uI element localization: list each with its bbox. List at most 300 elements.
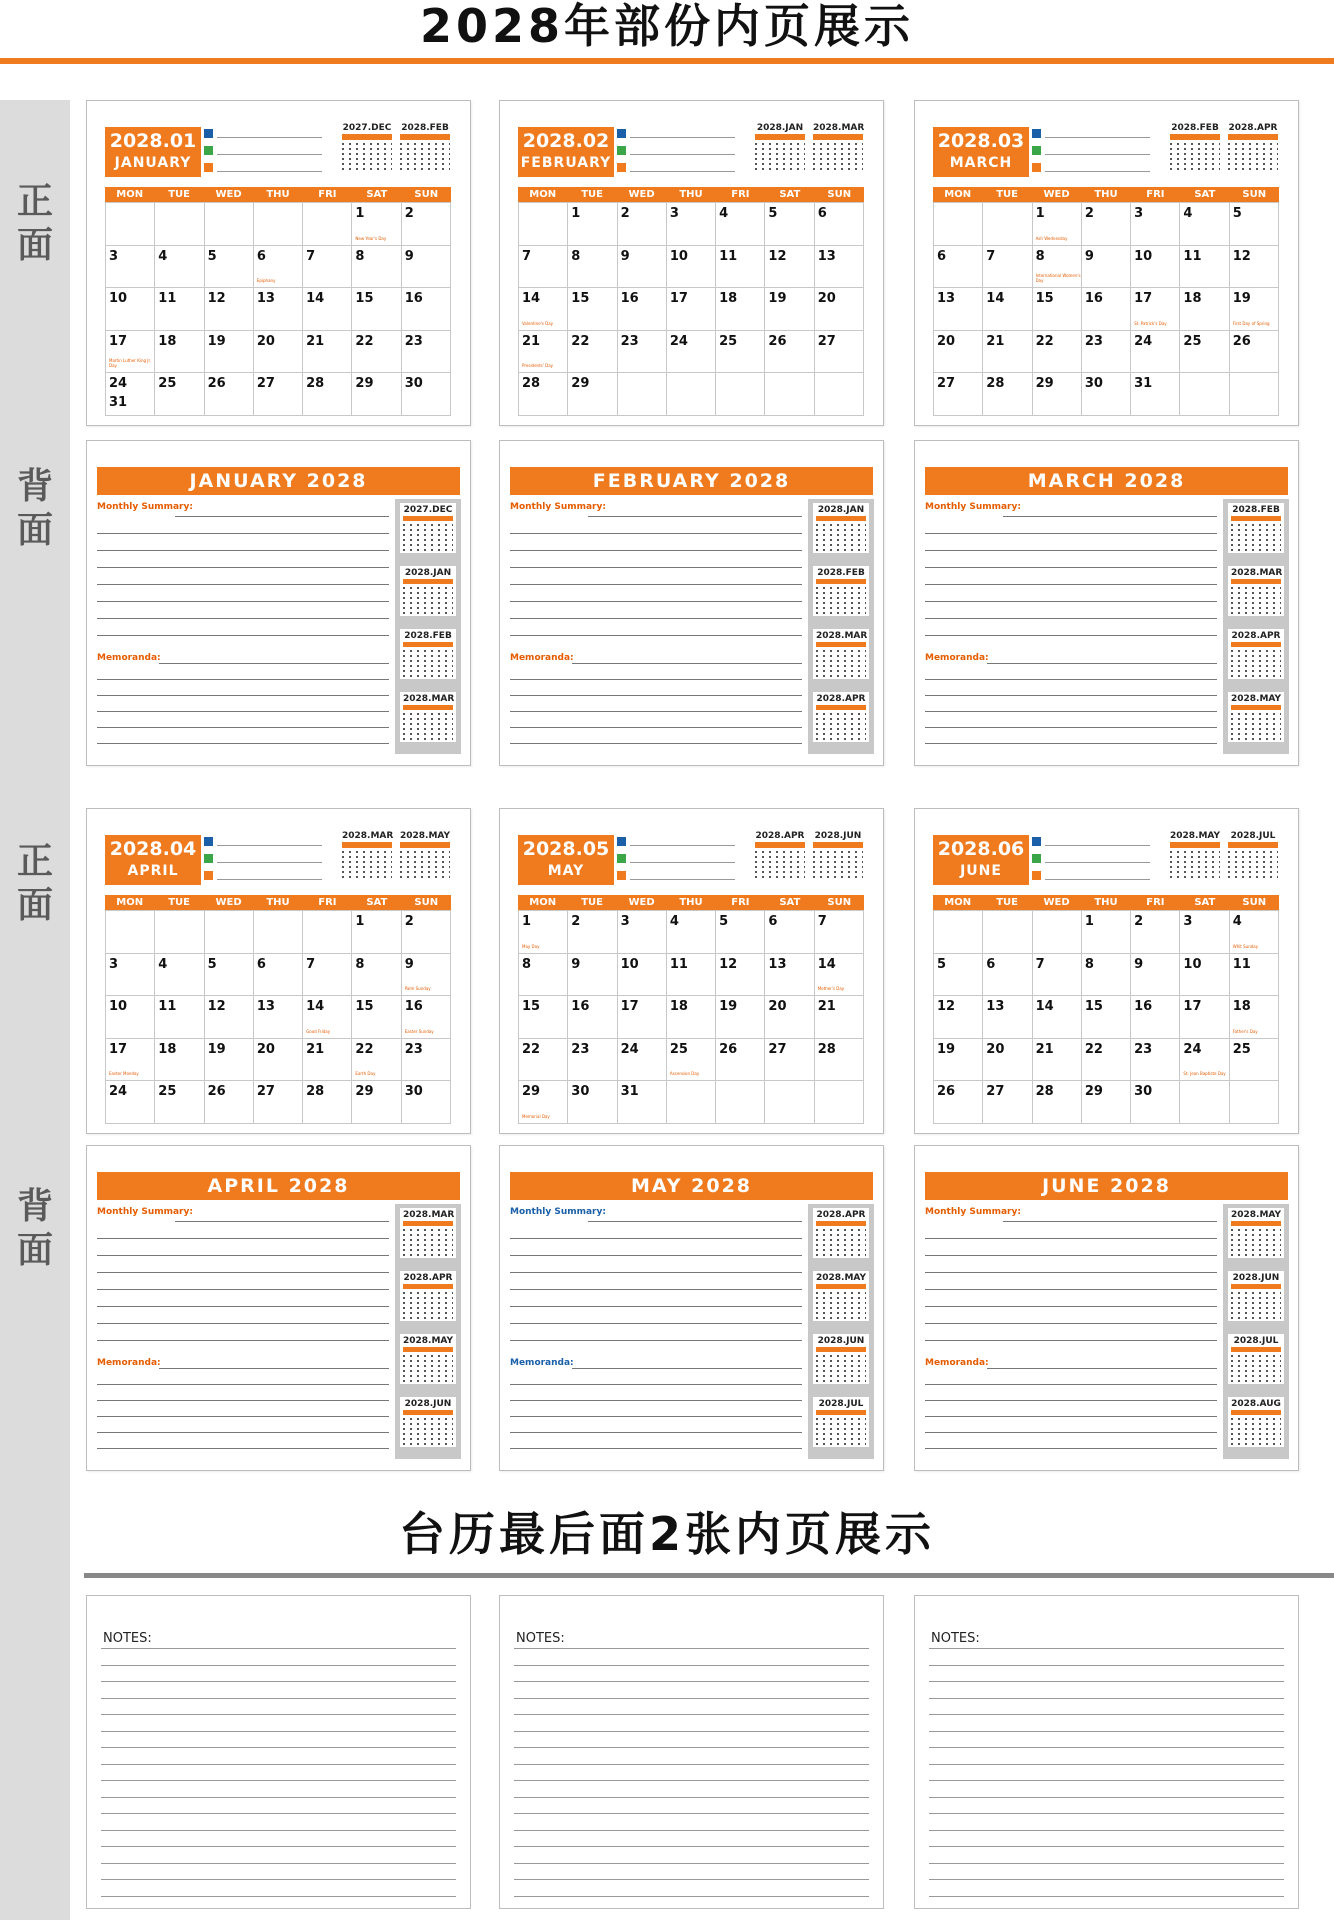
notes-line — [101, 1747, 456, 1748]
back-page-title: FEBRUARY 2028 — [510, 467, 873, 495]
mini-calendar-row — [816, 534, 866, 536]
day-number: 23 — [404, 1041, 423, 1057]
monthly-summary-label: Monthly Summary: — [97, 1207, 193, 1217]
day-number: 17 — [109, 333, 128, 349]
notes-line — [929, 1747, 1284, 1748]
mini-calendar — [813, 123, 863, 170]
day-number: 26 — [719, 1041, 738, 1057]
day-number: 3 — [109, 956, 119, 972]
day-cell — [1180, 1039, 1229, 1082]
summary-line — [925, 1340, 1217, 1341]
day-number: 24 — [1134, 333, 1153, 349]
day-cell — [618, 911, 667, 954]
day-cell — [667, 246, 716, 289]
day-cell — [519, 954, 568, 997]
mini-calendar-row — [816, 728, 866, 730]
mini-calendar-weekdays — [816, 1284, 866, 1289]
memo-line — [925, 679, 1217, 680]
day-cell — [106, 373, 155, 416]
month-badge-name: FEBRUARY — [520, 155, 612, 171]
back-page-6 — [914, 1145, 1299, 1471]
day-cell — [1180, 373, 1229, 416]
mini-calendar-row — [1231, 1375, 1281, 1377]
day-number: 7 — [306, 248, 316, 264]
mini-calendar — [813, 566, 869, 616]
summary-line — [588, 516, 802, 517]
day-cell — [667, 996, 716, 1039]
holiday-label: Valentine's Day — [522, 320, 554, 326]
month-grid — [105, 910, 451, 1124]
day-cell — [983, 1081, 1032, 1124]
mini-calendar-row — [403, 660, 453, 662]
day-number: 1 — [522, 914, 532, 929]
day-number: 9 — [1134, 956, 1144, 972]
mini-calendar-row — [1231, 1365, 1281, 1367]
notes-line — [929, 1780, 1284, 1781]
mini-calendar-row — [816, 1365, 866, 1367]
mini-calendar-row — [1228, 876, 1278, 878]
day-number: 21 — [306, 333, 325, 349]
mini-calendar — [813, 692, 869, 742]
mini-calendar — [1228, 1271, 1284, 1321]
mini-calendar — [1228, 1397, 1284, 1447]
mini-calendar-title: 2028.MAR — [813, 123, 865, 133]
mini-calendar-panel — [395, 499, 461, 754]
month-badge-year: 2028.03 — [937, 130, 1025, 152]
mini-calendar-title: 2028.JUN — [817, 1336, 865, 1346]
day-number: 14 — [986, 291, 1005, 307]
notes-line — [929, 1714, 1284, 1715]
memoranda-label: Memoranda: — [925, 653, 989, 663]
mini-calendar-row — [816, 1312, 866, 1314]
month-badge-name: MARCH — [949, 155, 1013, 171]
notes-line — [929, 1698, 1284, 1699]
day-cell — [254, 373, 303, 416]
day-number: 11 — [669, 956, 688, 972]
day-number: 21 — [817, 999, 836, 1015]
weekday-header — [105, 895, 451, 910]
weekday-label: SUN — [827, 897, 852, 908]
month-grid — [933, 910, 1279, 1124]
day-cell — [402, 1081, 451, 1124]
weekday-label: MON — [116, 189, 144, 200]
day-cell — [1230, 203, 1279, 246]
mini-calendar-row — [403, 728, 453, 730]
front-page-2 — [499, 100, 884, 426]
mini-calendar-row — [816, 1360, 866, 1362]
day-number: 16 — [571, 999, 590, 1015]
day-cell — [934, 996, 983, 1039]
summary-line — [1003, 1221, 1217, 1222]
mini-calendar — [342, 123, 392, 170]
mini-calendar-row — [813, 866, 863, 868]
summary-line — [925, 567, 1217, 568]
memo-line — [925, 1448, 1217, 1449]
mini-calendar-row — [342, 866, 392, 868]
day-cell — [815, 288, 864, 331]
day-number: 28 — [522, 376, 541, 392]
notes-line — [514, 1879, 869, 1880]
day-number: 25 — [1183, 333, 1202, 349]
color-square — [617, 854, 626, 863]
mini-calendar-row — [1231, 1418, 1281, 1420]
mini-calendar-row — [1231, 1312, 1281, 1314]
mini-calendar-weekdays — [400, 842, 450, 848]
mini-calendar-row — [342, 861, 392, 863]
mini-calendar-title: 2028.MAR — [1231, 568, 1283, 578]
memo-line — [925, 1432, 1217, 1433]
month-badge-year: 2028.06 — [937, 838, 1025, 860]
day-cell — [716, 246, 765, 289]
day-cell — [254, 246, 303, 289]
day-number: 20 — [768, 999, 787, 1015]
mini-calendar-row — [816, 549, 866, 551]
note-line — [630, 137, 735, 138]
mini-calendar-row — [403, 587, 453, 589]
mini-calendar-row — [403, 723, 453, 725]
mini-calendar-row — [755, 163, 805, 165]
day-number: 13 — [817, 248, 836, 264]
monthly-summary-label: Monthly Summary: — [925, 1207, 1021, 1217]
note-line — [217, 879, 322, 880]
day-cell — [667, 288, 716, 331]
day-cell — [1230, 911, 1279, 954]
mini-calendar — [400, 123, 450, 170]
mini-calendar-title: 2028.APR — [755, 831, 805, 841]
day-cell — [1180, 911, 1229, 954]
day-cell — [815, 331, 864, 374]
mini-calendar-row — [342, 158, 392, 160]
summary-line — [510, 1272, 802, 1273]
day-number: 18 — [669, 999, 688, 1015]
mini-calendar-row — [816, 650, 866, 652]
notes-line — [514, 1797, 869, 1798]
day-number: 1 — [571, 206, 581, 221]
mini-calendar-weekdays — [816, 1410, 866, 1415]
mini-calendar-row — [1231, 650, 1281, 652]
mini-calendar — [1228, 1334, 1284, 1384]
notes-line — [101, 1731, 456, 1732]
mini-calendar-row — [400, 153, 450, 155]
memo-line — [97, 679, 389, 680]
month-badge — [933, 835, 1029, 885]
mini-calendar-row — [755, 851, 805, 853]
month-badge-year: 2028.02 — [522, 130, 610, 152]
summary-line — [510, 618, 802, 619]
mini-calendar-row — [1231, 1244, 1281, 1246]
mini-calendar-row — [816, 713, 866, 715]
memo-line — [510, 743, 802, 744]
notes-line — [101, 1698, 456, 1699]
day-cell — [983, 331, 1032, 374]
mini-calendar-row — [403, 1254, 453, 1256]
notes-line — [101, 1846, 456, 1847]
day-cell — [568, 954, 617, 997]
memo-line — [572, 1368, 802, 1369]
day-number: 26 — [207, 376, 226, 392]
day-cell — [934, 288, 983, 331]
day-cell — [1082, 1039, 1131, 1082]
day-cell — [205, 1039, 254, 1082]
memo-line — [97, 743, 389, 744]
notes-line — [929, 1896, 1284, 1897]
weekday-label: SAT — [1194, 897, 1216, 908]
day-cell — [402, 373, 451, 416]
holiday-label: Whit Sunday — [1232, 943, 1259, 949]
mini-calendar-row — [755, 148, 805, 150]
day-cell — [667, 331, 716, 374]
day-number: 19 — [937, 1041, 956, 1057]
month-badge-name: APRIL — [127, 863, 179, 879]
day-cell — [1131, 911, 1180, 954]
day-number: 12 — [719, 956, 738, 972]
mini-calendar-title: 2028.JAN — [817, 505, 865, 515]
mini-calendar-row — [813, 851, 863, 853]
mini-calendar-title: 2028.JUL — [1230, 831, 1276, 841]
mini-calendar-row — [1231, 1433, 1281, 1435]
day-number: 22 — [355, 1041, 374, 1057]
mini-calendar — [813, 831, 863, 878]
day-cell — [254, 954, 303, 997]
notes-line — [101, 1830, 456, 1831]
day-number: 2 — [571, 914, 581, 929]
notes-line — [929, 1665, 1284, 1666]
day-number: 3 — [669, 206, 679, 221]
notes-line — [101, 1714, 456, 1715]
mini-calendar-row — [816, 1244, 866, 1246]
memo-line — [925, 1416, 1217, 1417]
weekday-label: FRI — [1146, 189, 1165, 200]
notes-line — [929, 1681, 1284, 1682]
mini-calendar-panel — [808, 1204, 874, 1459]
color-square — [204, 129, 213, 138]
memo-line — [97, 711, 389, 712]
day-cell — [765, 996, 814, 1039]
day-number: 23 — [1084, 333, 1103, 349]
mini-calendar-title: 2028.MAR — [403, 694, 455, 704]
day-cell — [155, 331, 204, 374]
holiday-label: Good Friday — [306, 1028, 331, 1034]
color-square — [204, 854, 213, 863]
notes-page-1 — [86, 1595, 471, 1909]
month-badge-year: 2028.01 — [109, 130, 197, 152]
day-number: 22 — [1084, 1041, 1103, 1057]
day-cell — [667, 373, 716, 416]
mini-calendar-row — [1231, 592, 1281, 594]
mini-calendar-row — [755, 856, 805, 858]
mini-calendar-row — [1231, 733, 1281, 735]
mini-calendar-weekdays — [1228, 842, 1278, 848]
mini-calendar-row — [816, 1443, 866, 1445]
day-cell — [765, 373, 814, 416]
mini-calendar-row — [403, 670, 453, 672]
day-cell — [155, 246, 204, 289]
weekday-label: SUN — [1242, 897, 1267, 908]
mini-calendar-row — [816, 1254, 866, 1256]
day-cell — [815, 373, 864, 416]
mini-calendar-title: 2028.MAY — [1231, 1210, 1282, 1220]
color-square — [204, 837, 213, 846]
mini-calendar-row — [816, 529, 866, 531]
day-cell — [1180, 954, 1229, 997]
mini-calendar-row — [1231, 549, 1281, 551]
mini-calendar-weekdays — [1231, 1410, 1281, 1415]
day-number: 21 — [986, 333, 1005, 349]
day-cell — [254, 288, 303, 331]
weekday-label: MON — [944, 897, 972, 908]
mini-calendar-row — [400, 871, 450, 873]
mini-calendar-row — [1231, 544, 1281, 546]
side-label-back-1: 背面 — [16, 466, 53, 551]
mini-calendar-row — [816, 544, 866, 546]
mini-calendar-row — [816, 539, 866, 541]
day-cell — [568, 911, 617, 954]
day-number: 4 — [1232, 914, 1242, 929]
day-number: 31 — [1134, 376, 1153, 392]
day-cell — [519, 1081, 568, 1124]
day-cell — [352, 288, 401, 331]
mini-calendar-row — [403, 1297, 453, 1299]
day-number: 27 — [768, 1041, 787, 1057]
mini-calendar — [400, 566, 456, 616]
mini-calendar-row — [403, 1239, 453, 1241]
mini-calendar-row — [755, 861, 805, 863]
mini-calendar-row — [1228, 856, 1278, 858]
mini-calendar-weekdays — [816, 1221, 866, 1226]
day-number: 15 — [355, 999, 374, 1015]
summary-line — [925, 533, 1217, 534]
mini-calendar-row — [816, 1234, 866, 1236]
mini-calendar-row — [403, 1370, 453, 1372]
day-number: 29 — [355, 376, 374, 392]
day-cell — [402, 996, 451, 1039]
day-number: 2 — [404, 206, 414, 221]
day-cell — [815, 954, 864, 997]
mini-calendar-row — [813, 168, 863, 170]
mini-calendar-title: 2028.APR — [816, 694, 866, 704]
day-cell — [519, 1039, 568, 1082]
weekday-label: SAT — [779, 189, 801, 200]
memo-line — [97, 1448, 389, 1449]
mini-calendar-row — [1231, 1380, 1281, 1382]
day-cell — [1033, 373, 1082, 416]
page-title-bottom: 台历最后面2张内页展示 — [398, 1507, 935, 1561]
day-cell — [934, 373, 983, 416]
weekday-label: SUN — [827, 189, 852, 200]
weekday-label: SAT — [366, 189, 388, 200]
day-number: 3 — [1183, 914, 1193, 929]
mini-calendar-row — [403, 597, 453, 599]
mini-calendar-row — [403, 1234, 453, 1236]
day-number: 4 — [158, 248, 168, 264]
day-cell — [205, 331, 254, 374]
day-number: 17 — [620, 999, 639, 1015]
mini-calendar-row — [1231, 713, 1281, 715]
day-number: 15 — [571, 291, 590, 307]
day-number: 22 — [1035, 333, 1054, 349]
mini-calendar-title: 2028.JUL — [1233, 1336, 1279, 1346]
day-number: 28 — [306, 1084, 325, 1100]
notes-line — [514, 1813, 869, 1814]
mini-calendar-row — [1231, 1438, 1281, 1440]
back-page-4 — [86, 1145, 471, 1471]
day-number: 6 — [937, 248, 947, 264]
day-number: 16 — [1084, 291, 1103, 307]
day-cell — [667, 1039, 716, 1082]
day-number: 22 — [522, 1041, 541, 1057]
mini-calendar — [400, 1208, 456, 1258]
day-cell — [352, 203, 401, 246]
mini-calendar-row — [342, 876, 392, 878]
notes-line — [514, 1681, 869, 1682]
day-number: 8 — [1035, 248, 1045, 264]
summary-line — [925, 1238, 1217, 1239]
day-number: 14 — [306, 999, 325, 1015]
mini-calendar-weekdays — [403, 579, 453, 584]
day-number: 17 — [109, 1041, 128, 1057]
mini-calendar — [813, 1208, 869, 1258]
day-number: 15 — [1035, 291, 1054, 307]
mini-calendar-title: 2028.MAR — [342, 831, 394, 841]
weekday-label: THU — [1094, 189, 1118, 200]
day-cell — [815, 246, 864, 289]
day-number: 7 — [522, 248, 532, 264]
day-cell — [1131, 996, 1180, 1039]
day-number: 8 — [522, 956, 532, 972]
mini-calendar-row — [1231, 665, 1281, 667]
summary-line — [925, 618, 1217, 619]
day-number: 12 — [937, 999, 956, 1015]
mini-calendar-weekdays — [1231, 642, 1281, 647]
day-cell — [1230, 246, 1279, 289]
weekday-label: FRI — [731, 189, 750, 200]
notes-line — [929, 1813, 1284, 1814]
day-cell — [618, 954, 667, 997]
mini-calendar-row — [816, 675, 866, 677]
memoranda-label: Memoranda: — [97, 653, 161, 663]
mini-calendar-row — [1170, 158, 1220, 160]
mini-calendar-row — [403, 592, 453, 594]
summary-line — [97, 1306, 389, 1307]
mini-calendar-row — [816, 1297, 866, 1299]
color-square — [617, 129, 626, 138]
day-number: 3 — [109, 248, 119, 264]
day-number: 21 — [1035, 1041, 1054, 1057]
mini-calendar-title: 2028.AUG — [1231, 1399, 1281, 1409]
mini-calendar-row — [1228, 153, 1278, 155]
front-page-3 — [914, 100, 1299, 426]
weekday-label: THU — [679, 189, 703, 200]
mini-calendar-weekdays — [403, 705, 453, 710]
mini-calendar — [755, 831, 805, 878]
mini-calendar-title: 2028.FEB — [1232, 505, 1280, 515]
day-cell — [765, 288, 814, 331]
mini-calendar-row — [403, 1433, 453, 1435]
mini-calendar-row — [1231, 1302, 1281, 1304]
color-square — [1032, 163, 1041, 172]
day-number: 2 — [1084, 206, 1094, 221]
day-cell — [716, 1081, 765, 1124]
mini-calendar-row — [1231, 670, 1281, 672]
day-cell — [1230, 331, 1279, 374]
day-cell — [519, 246, 568, 289]
holiday-label: Martin Luther King Jr. Day — [109, 358, 152, 369]
mini-calendar — [813, 1397, 869, 1447]
day-cell — [618, 1081, 667, 1124]
summary-line — [97, 567, 389, 568]
day-cell — [106, 1039, 155, 1082]
mini-calendar-row — [1228, 143, 1278, 145]
